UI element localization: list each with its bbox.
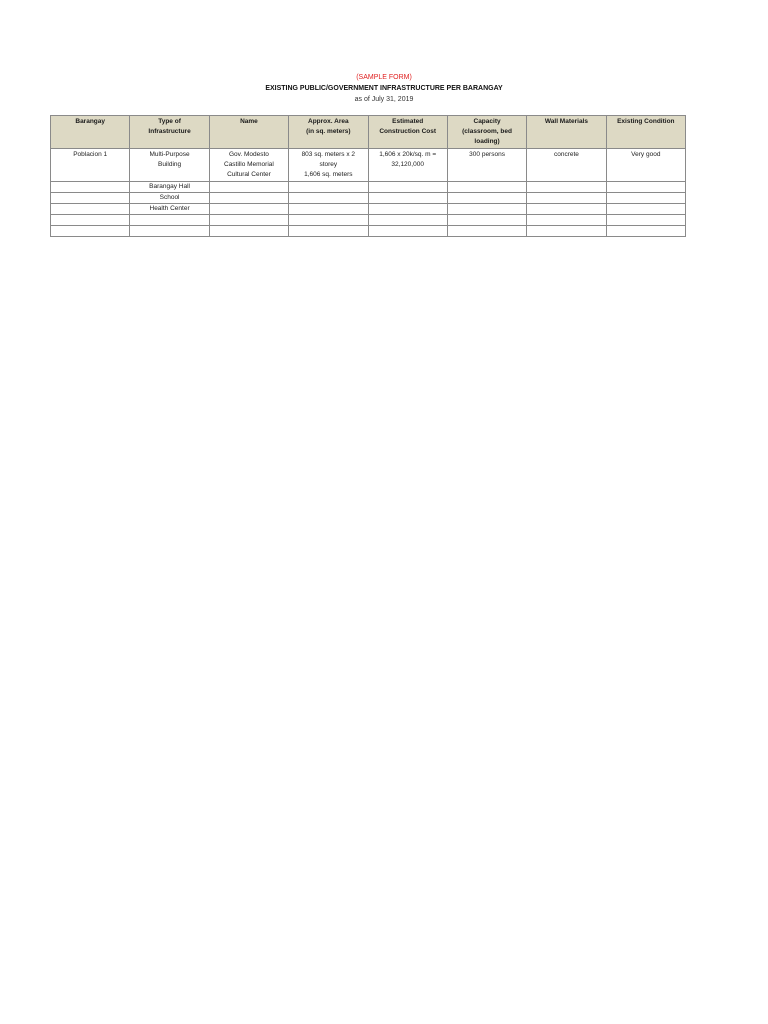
cell-area [289, 215, 368, 226]
cell-area [289, 226, 368, 237]
cell-name [209, 226, 288, 237]
cell-name [209, 182, 288, 193]
cell-area [289, 193, 368, 204]
col-header-condition: Existing Condition [606, 116, 685, 149]
cell-barangay [51, 182, 130, 193]
cell-type [130, 226, 209, 237]
col-header-cost: Estimated Construction Cost [368, 116, 447, 149]
cell-condition [606, 226, 685, 237]
sample-form-label: (SAMPLE FORM) [356, 74, 412, 81]
cell-cost [368, 215, 447, 226]
cell-capacity [447, 182, 526, 193]
col-header-name: Name [209, 116, 288, 149]
cell-wall-materials [527, 226, 606, 237]
cell-capacity [447, 204, 526, 215]
cell-name: Gov. Modesto Castillo Memorial Cultural Center [209, 149, 288, 182]
col-header-area: Approx. Area (in sq. meters) [289, 116, 368, 149]
cell-type: Barangay Hall [130, 182, 209, 193]
cell-barangay [51, 193, 130, 204]
cell-area [289, 204, 368, 215]
cell-type: Health Center [130, 204, 209, 215]
cell-type: Multi-Purpose Building [130, 149, 209, 182]
cell-wall-materials [527, 215, 606, 226]
col-header-type: Type of Infrastructure [130, 116, 209, 149]
cell-cost [368, 182, 447, 193]
cell-barangay [51, 226, 130, 237]
cell-area: 803 sq. meters x 2 storey 1,606 sq. meters [289, 149, 368, 182]
cell-area [289, 182, 368, 193]
table-row [51, 204, 686, 215]
as-of-date: as of July 31, 2019 [354, 96, 414, 103]
cell-wall-materials [527, 193, 606, 204]
cell-capacity [447, 215, 526, 226]
cell-capacity [447, 193, 526, 204]
cell-type [130, 215, 209, 226]
col-header-capacity: Capacity (classroom, bed loading) [447, 116, 526, 149]
cell-name [209, 204, 288, 215]
cell-wall-materials [527, 182, 606, 193]
cell-condition [606, 182, 685, 193]
cell-cost [368, 204, 447, 215]
cell-wall-materials [527, 204, 606, 215]
cell-wall-materials: concrete [527, 149, 606, 182]
cell-capacity: 300 persons [447, 149, 526, 182]
cell-condition [606, 193, 685, 204]
cell-barangay [51, 204, 130, 215]
cell-capacity [447, 226, 526, 237]
cell-cost [368, 226, 447, 237]
cell-condition [606, 204, 685, 215]
cell-cost: 1,606 x 20k/sq. m = 32,120,000 [368, 149, 447, 182]
page-title: EXISTING PUBLIC/GOVERNMENT INFRASTRUCTURE PER BARANGAY [265, 85, 503, 92]
table-row [51, 149, 686, 182]
col-header-wall-materials: Wall Materials [527, 116, 606, 149]
table-header-row [51, 116, 686, 149]
cell-condition [606, 215, 685, 226]
table-row [51, 226, 686, 237]
cell-condition: Very good [606, 149, 685, 182]
cell-name [209, 193, 288, 204]
table-row [51, 193, 686, 204]
table-row [51, 182, 686, 193]
cell-name [209, 215, 288, 226]
infrastructure-table [50, 115, 686, 237]
col-header-barangay: Barangay [51, 116, 130, 149]
table-row [51, 215, 686, 226]
cell-barangay [51, 215, 130, 226]
cell-cost [368, 193, 447, 204]
cell-barangay: Poblacion 1 [51, 149, 130, 182]
cell-type: School [130, 193, 209, 204]
